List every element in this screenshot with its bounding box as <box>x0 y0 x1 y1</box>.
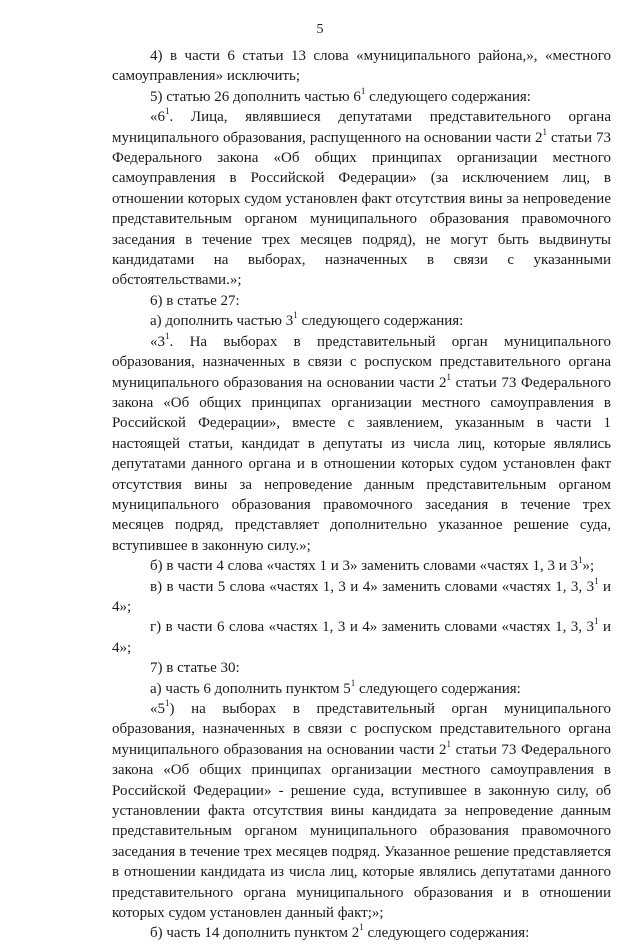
item-6v-text: в) в части 5 слова «частях 1, 3 и 4» заменить словами «частях 1, 3, 3 <box>150 578 595 595</box>
item-7b <box>112 923 611 943</box>
item-5 <box>112 87 611 107</box>
quote-text: «5 <box>150 701 165 717</box>
superscript: 1 <box>165 698 170 708</box>
superscript: 1 <box>293 310 298 321</box>
superscript: 1 <box>359 922 364 933</box>
superscript: 1 <box>594 616 599 627</box>
document-body <box>112 46 611 944</box>
item-7a <box>112 679 611 699</box>
item-6g <box>112 617 611 658</box>
item-5-text-end: следующего содержания: <box>365 88 531 105</box>
item-7b-text: б) часть 14 дополнить пунктом 2 <box>150 925 360 942</box>
superscript: 1 <box>446 738 452 749</box>
superscript: 1 <box>165 106 170 117</box>
item-7b-text-end: следующего содержания: <box>363 925 530 942</box>
superscript: 1 <box>360 85 366 96</box>
item-5-text: 5) статью 26 дополнить частью 6 <box>150 88 361 105</box>
quote-text: «3 <box>150 333 165 350</box>
quote-text: статьи 73 Федерального закона «Об общих принципах организации местного самоуправления в Российской Федерации» - решение суда, вступившее в законную силу, об установлении факта отсутствия вины кандидата за непроведение данным представительным органом муниципального образования правомочного заседания в течение трех месяцев подряд. Указанное решение представляется в отношении кандидата из числа лиц, которые являлись депутатами данного представительного органа муниципального образования и в отношении которых судом установлен данный факт;»; <box>112 741 611 922</box>
superscript: 1 <box>350 677 356 688</box>
item-6v-text-end: и 4»; <box>112 578 611 615</box>
superscript: 1 <box>594 575 599 586</box>
quote-point-5-1 <box>112 699 611 923</box>
page-number: 5 <box>316 22 324 37</box>
item-6 <box>112 291 611 311</box>
superscript: 1 <box>542 126 547 137</box>
quote-text: . На выборах в представительный орган муниципального образования, назначенных в связи с роспуском представительного органа муниципального образования на основании части 2 <box>112 333 611 391</box>
quote-text: «6 <box>150 109 165 126</box>
quote-text: . Лица, являвшиеся депутатами представительного органа муниципального образования, распущенного на основании части 2 <box>112 109 611 146</box>
item-6a <box>112 311 611 331</box>
item-6g-text: г) в части 6 слова «частях 1, 3 и 4» заменить словами «частях 1, 3, 3 <box>150 619 595 636</box>
superscript: 1 <box>165 330 170 341</box>
item-4 <box>112 46 611 87</box>
superscript: 1 <box>578 555 583 566</box>
quote-text: статьи 73 Федерального закона «Об общих принципах организации местного самоуправления в Российской Федерации», вместе с заявлением, указанным в части 1 настоящей статьи, кандидат в депутаты из числа лиц, которые являлись депутатами данного органа и в отношении которых судом установлен факт отсутствия вины за непроведение данным представительным органом муниципального образования правомочного заседания в течение трех месяцев подряд, представляет дополнительно указанное решение суда, вступившее в законную силу.»; <box>112 374 611 554</box>
item-7 <box>112 658 611 678</box>
item-6b-text-end: »; <box>582 558 595 575</box>
item-6v <box>112 577 611 618</box>
quote-part-3-1 <box>112 332 611 556</box>
item-6g-text-end: и 4»; <box>112 619 611 656</box>
item-6b <box>112 556 611 576</box>
superscript: 1 <box>446 371 452 382</box>
item-6a-text: а) дополнить частью 3 <box>150 313 294 330</box>
item-4-text: 4) в части 6 статьи 13 слова «муниципального района,», «местного самоуправления» исключить; <box>112 48 611 85</box>
item-6-text: 6) в статье 27: <box>150 292 240 309</box>
item-6b-text: б) в части 4 слова «частях 1 и 3» заменить словами «частях 1, 3 и 3 <box>150 558 579 575</box>
item-7a-text: а) часть 6 дополнить пунктом 5 <box>150 680 351 697</box>
item-7a-text-end: следующего содержания: <box>355 680 521 697</box>
quote-text: статьи 73 Федерального закона «Об общих принципах организации местного самоуправления в Российской Федерации» (за исключением лиц, в отношении которых судом установлен факт отсутствия вины за непроведение представительным органом муниципального образования правомочного заседания в течение трех месяцев подряд), не могут быть выдвинуты кандидатами на выборах, назначенных в связи с указанными обстоятельствами.»; <box>112 129 612 289</box>
quote-text: ) на выборах в представительный орган муниципального образования, назначенных в связи с роспуском представительного органа муниципального образования на основании части 2 <box>112 701 611 758</box>
item-6a-text-end: следующего содержания: <box>297 313 464 330</box>
quote-part-6-1 <box>112 107 611 291</box>
item-7-text: 7) в статье 30: <box>150 660 240 677</box>
